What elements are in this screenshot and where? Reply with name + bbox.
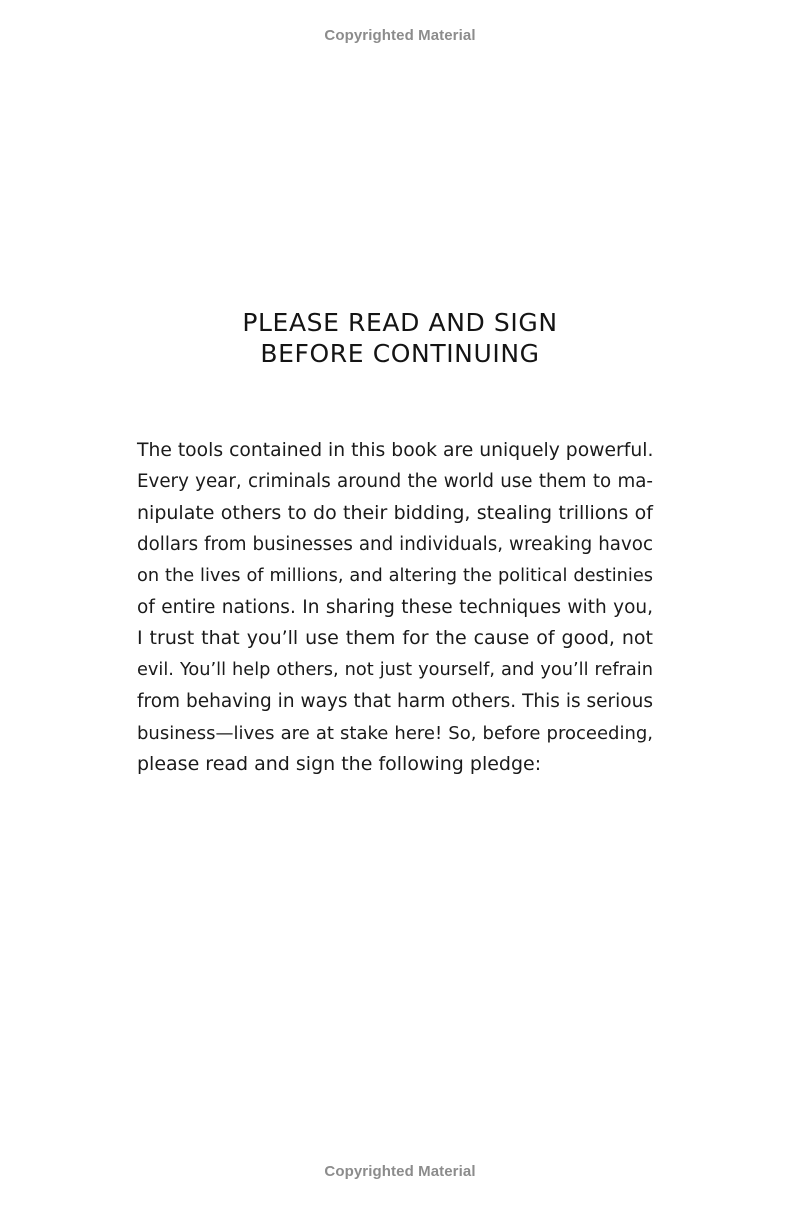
page-heading xyxy=(0,307,800,369)
paragraph-line: dollars from businesses and individuals, wreaking havoc xyxy=(137,534,653,556)
paragraph-line: on the lives of millions, and altering the political destinies xyxy=(137,565,653,586)
heading-line-2: BEFORE CONTINUING xyxy=(260,339,540,368)
paragraph-line: I trust that you’ll use them for the cause of good, not xyxy=(137,627,653,650)
paragraph-line: nipulate others to do their bidding, stealing trillions of xyxy=(137,501,653,524)
paragraph-line: evil. You’ll help others, not just yourself, and you’ll refrain xyxy=(137,659,653,680)
paragraph-line: business—lives are at stake here! So, before proceeding, xyxy=(137,722,653,744)
body-paragraph xyxy=(137,435,653,780)
copyright-watermark-bottom: Copyrighted Material xyxy=(324,1163,476,1180)
copyright-watermark-top: Copyrighted Material xyxy=(324,27,476,44)
paragraph-line: of entire nations. In sharing these techniques with you, xyxy=(137,597,653,619)
paragraph-line: please read and sign the following pledge: xyxy=(137,753,542,776)
paragraph-line: The tools contained in this book are uniquely powerful. xyxy=(137,440,654,461)
paragraph-line: from behaving in ways that harm others. This is serious xyxy=(137,691,653,713)
heading-line-1: PLEASE READ AND SIGN xyxy=(242,308,558,337)
paragraph-line: Every year, criminals around the world use them to ma- xyxy=(137,471,653,493)
